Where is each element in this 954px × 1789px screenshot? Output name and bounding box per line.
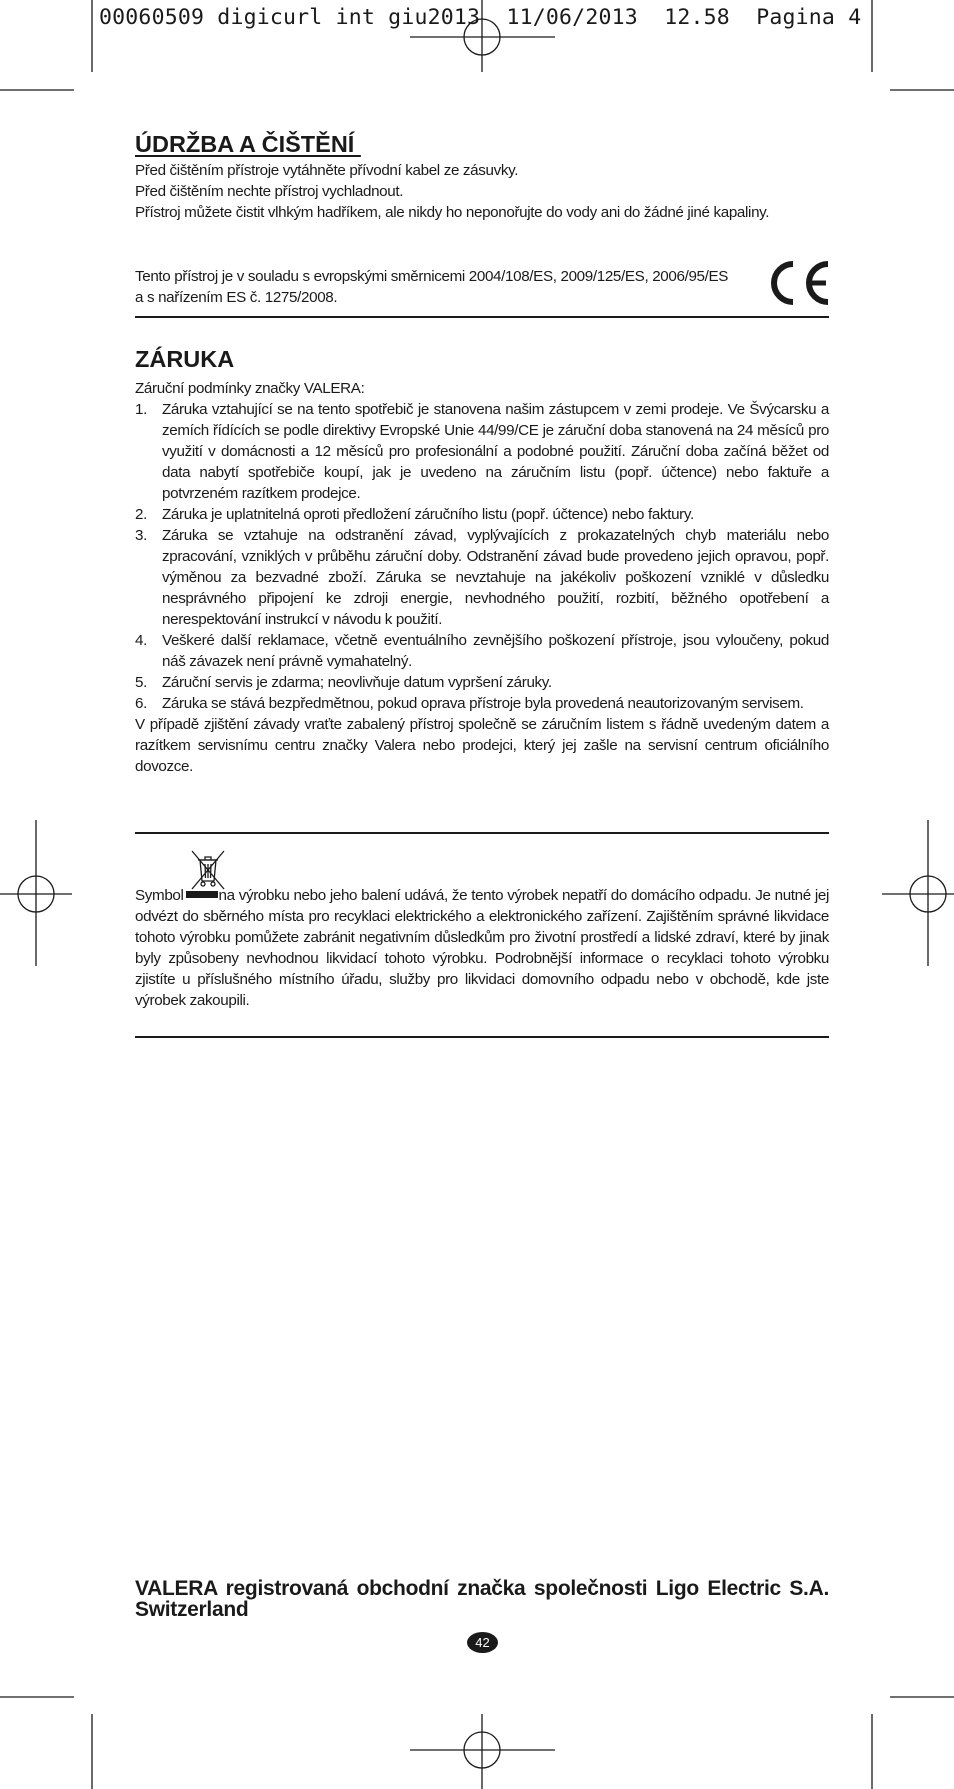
list-number: 4. (135, 632, 147, 649)
page-number: 42 (467, 1632, 498, 1653)
compliance-statement: Tento přístroj je v souladu s evropskými směrnicemi 2004/108/ES, 2009/125/ES, 2006/95/ES a s nařízením ES č. 1275/2008. (135, 268, 729, 306)
list-number: 3. (135, 527, 147, 544)
list-number: 5. (135, 674, 147, 691)
section-divider (135, 832, 829, 834)
list-number: 6. (135, 695, 147, 712)
warranty-closing: V případě zjištění závady vraťte zabalený přístroj společně se záručním listem s řádně uvedeným datem a razítkem servisnímu centru značky Valera nebo prodejci, který jej zašle na servisní centrum oficiálního dovozce. (135, 716, 829, 775)
list-item (135, 399, 829, 504)
section-divider (135, 1036, 829, 1038)
list-item (135, 525, 829, 630)
list-item (135, 672, 829, 693)
list-item-text: Záruka se vztahuje na odstranění závad, vyplývajících z prokazatelných chyb materiálu nebo zpracování, vzniklých v průběhu záruční doby. Odstranění závad bude provedeno jejich opravou, popř. výměnou za bezvadné zboží. Záruka se nevztahuje na jakékoliv poškození vzniklé v důsledku nesprávného připojení ke zdroji energie, nevhodného použití, rozbití, běžného opotřebení a nerespektování instrukcí v návodu k použití. (162, 527, 829, 628)
cleaning-line: Přístroj můžete čistit vlhkým hadříkem, ale nikdy ho neponořujte do vody ani do žádné jiné kapaliny. (135, 204, 770, 221)
cleaning-instructions (135, 160, 829, 223)
trademark-note: VALERA registrovaná obchodní značka společnosti Ligo Electric S.A. Switzerland (135, 1577, 829, 1621)
cleaning-line: Před čištěním přístroje vytáhněte přívodní kabel ze zásuvky. (135, 162, 519, 179)
list-item (135, 630, 829, 672)
list-item-text: Záruka je uplatnitelná oproti předložení záručního listu (popř. účtence) nebo faktury. (162, 506, 694, 523)
underline-bar-icon (186, 891, 218, 898)
ce-mark-icon (764, 258, 832, 308)
list-item-text: Záruka se stává bezpředmětnou, pokud oprava přístroje byla provedená neautorizovaným servisem. (162, 695, 804, 712)
list-item (135, 504, 829, 525)
weee-paragraph (135, 885, 829, 1011)
warranty-heading: ZÁRUKA (135, 346, 235, 372)
warranty-list (135, 399, 829, 714)
list-item-text: Veškeré další reklamace, včetně eventuálního zevnějšího poškození přístroje, jsou vyloučeny, pokud náš závazek není právně vymahatelný. (162, 632, 829, 670)
warranty-intro: Záruční podmínky značky VALERA: (135, 380, 365, 397)
weee-text: na výrobku nebo jeho balení udává, že tento výrobek nepatří do domácího odpadu. Je nutné jej odvézt do sběrného místa pro recyklaci elektrického a elektronického zařízení. Zajištěním správné likvidace tohoto výrobku pomůžete zabránit negativním důsledkům pro životní prostředí a lidské zdraví, které by jinak byly způsobeny nevhodnou likvidací tohoto výrobku. Podrobnější informace o recyklaci tohoto výrobku zjistíte u příslušného místního úřadu, služby pro likvidaci domovního odpadu nebo v obchodě, kde jste výrobek zakoupili. (135, 887, 829, 1009)
printer-slug: 00060509 digicurl int giu2013 11/06/2013 12.58 Pagina 4 (99, 5, 862, 30)
list-number: 1. (135, 401, 147, 418)
warranty-terms (135, 378, 829, 777)
weee-lead: Symbol (135, 887, 184, 904)
section-divider (135, 316, 829, 318)
list-item (135, 693, 829, 714)
weee-notice (135, 885, 829, 1011)
list-number: 2. (135, 506, 147, 523)
list-item-text: Záruka vztahující se na tento spotřebič je stanovena našim zástupcem v zemi prodeje. Ve Švýcarsku a zemích řídících se podle direktivy Evropské Unie 44/99/CE je záruční doba stanovená na 24 měsíců pro využití v domácnosti a 12 měsíců pro profesionální a podobné použití. Záruční doba začíná běžet od data nabytí spotřebiče koupí, jak je uvedeno na záručním listu (popř. účtence) nebo faktuře a potvrzeném razítkem prodejce. (162, 401, 829, 502)
list-item-text: Záruční servis je zdarma; neovlivňuje datum vypršení záruky. (162, 674, 552, 691)
cleaning-line: Před čištěním nechte přístroj vychladnout. (135, 183, 404, 200)
cleaning-heading: ÚDRŽBA A ČIŠTĚNÍ (135, 131, 361, 157)
